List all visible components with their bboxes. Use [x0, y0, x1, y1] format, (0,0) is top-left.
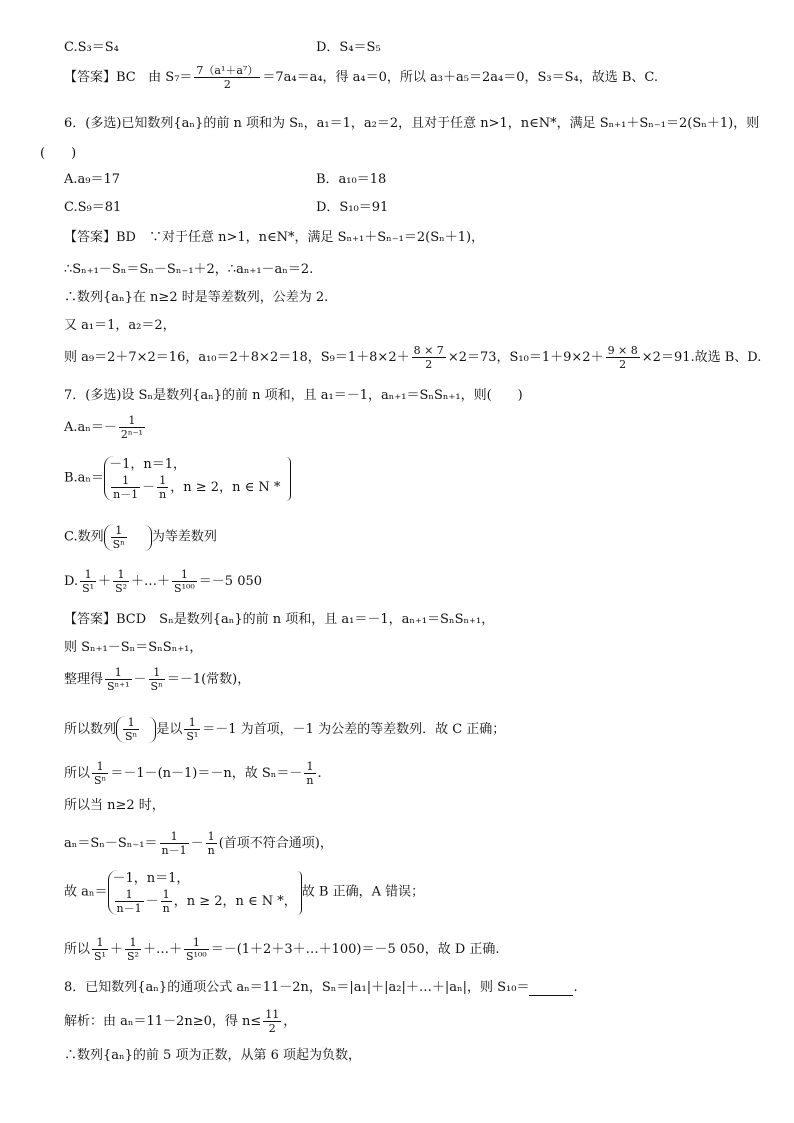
q8-solution-line: 解析：由 aₙ＝11－2n≥0，得 n≤ $\frac{11}{2}$ ，: [64, 1008, 297, 1035]
q7-answer-line: 【答案】BCD Sₙ是数列{aₙ}的前 n 项和，且 a₁＝－1，aₙ₊₁＝SₙSₙ₊₁，: [64, 612, 495, 627]
fraction: $\frac{8 \times 7}{2}$: [413, 344, 444, 371]
q7-answer-line: 所以 $\frac{1}{\text{S¹}}$ ＋ $\frac{1}{\text{S²}}$ ＋…＋ $\frac{1}{\text{S¹⁰⁰}}$ ＝－(1＋2＋3＋…＋100)＝－5 050，故 D 正确.: [64, 936, 500, 963]
q6-option-a: A.a₉＝17: [64, 172, 121, 187]
piecewise-brace: －1，n＝1， $\frac{1}{n-1}$ － $\frac{1}{n}$ ，n ≥ 2，n ∈ N *: [104, 456, 280, 501]
q6-option-c: C.S₉＝81: [64, 200, 122, 215]
fraction: $\frac{1}{\text{Sⁿ}}$: [112, 524, 125, 551]
q7-answer-line: 所以当 n≥2 时，: [64, 798, 165, 813]
fraction: $\frac{9 \times 8}{2}$: [607, 344, 638, 371]
q6-option-d: D．S₁₀＝91: [316, 200, 389, 215]
fraction: $\frac{\text{7（a¹＋a⁷）}}{2}$: [196, 64, 259, 91]
q6-answer-line: 又 a₁＝1，a₂＝2，: [64, 318, 176, 333]
piecewise-brace: －1，n＝1， $\frac{1}{n-1}$ － $\frac{1}{n}$ ，n ≥ 2，n ∈ N *，: [108, 870, 297, 915]
q6-answer-line: 则 a₉＝2＋7×2＝16，a₁₀＝2＋8×2＝18，S₉＝1＋8×2＋ $\frac{8 \times 7}{2}$ ×2＝73，S₁₀＝1＋9×2＋ $\frac{9 \times 8}{2}$ ×2＝91.故选 B、D.: [64, 344, 762, 371]
set-brace: [104, 524, 129, 551]
q7-stem: 7．(多选)设 Sₙ是数列{aₙ}的前 n 项和，且 a₁＝－1，aₙ₊₁＝SₙSₙ₊₁，则( ): [64, 388, 523, 403]
q6-option-b: B．a₁₀＝18: [316, 172, 387, 187]
q7-answer-line: 则 Sₙ₊₁－Sₙ＝SₙSₙ₊₁，: [64, 640, 203, 655]
q5-option-d: D．S₄＝S₅: [316, 40, 381, 55]
q7-answer-line: 整理得 $\frac{1}{\text{Sⁿ⁺¹}}$ － $\frac{1}{\text{Sⁿ}}$ ＝－1(常数)，: [64, 666, 251, 693]
fraction: $\frac{1}{\text{2ⁿ⁻¹}}$: [120, 414, 143, 441]
q8-stem: 8．已知数列{aₙ}的通项公式 aₙ＝11－2n，Sₙ＝|a₁|＋|a₂|＋…＋|aₙ|，则 S₁₀＝ .: [64, 980, 578, 995]
q7-option-a: A.aₙ＝－ $\frac{1}{\text{2ⁿ⁻¹}}$: [64, 414, 143, 441]
q7-option-c: C.数列 $\frac{1}{\text{Sⁿ}}$ 为等差数列: [64, 524, 217, 551]
fraction: $\frac{1}{n-1}$: [113, 474, 139, 501]
q7-answer-line: 故 aₙ＝ －1，n＝1， $\frac{1}{n-1}$ － $\frac{1}{n}$ ，n ≥ 2，n ∈ N *， 故 B 正确，A 错误；: [64, 871, 425, 915]
q7-option-d: D. $\frac{1}{\text{S¹}}$ ＋ $\frac{1}{\text{S²}}$ ＋…＋ $\frac{1}{\text{S¹⁰⁰}}$ ＝－5 050: [64, 568, 263, 595]
q6-blank-paren: ( ): [40, 146, 77, 161]
q6-answer-line: ∴Sₙ₊₁－Sₙ＝Sₙ－Sₙ₋₁＋2，∴aₙ₊₁－aₙ＝2.: [64, 262, 314, 277]
answer-text: 由 S₇＝: [148, 70, 193, 85]
q5-answer: [64, 64, 658, 91]
q7-option-b: B.aₙ＝ －1，n＝1， $\frac{1}{n-1}$ － $\frac{1}{n}$ ，n ≥ 2，n ∈ N *: [64, 456, 291, 501]
q7-answer-line: 所以 $\frac{1}{\text{Sⁿ}}$ ＝－1－(n－1)＝－n，故 Sₙ＝－ $\frac{1}{n}$ .: [64, 760, 322, 787]
answer-text: ＝7a₄＝a₄，得 a₄＝0，所以 a₃＋a₅＝2a₄＝0，S₃＝S₄，故选 B、C.: [262, 70, 658, 85]
q8-solution-line: ∴数列{aₙ}的前 5 项为正数，从第 6 项起为负数，: [64, 1048, 361, 1063]
q6-answer-line: 【答案】BD ∵对于任意 n>1，n∈N*，满足 Sₙ₊₁＋Sₙ₋₁＝2(Sₙ＋1)，: [64, 230, 485, 245]
answer-blank: [529, 983, 573, 996]
q6-stem: 6．(多选)已知数列{aₙ}的前 n 项和为 Sₙ，a₁＝1，a₂＝2，且对于任意 n>1，n∈N*，满足 Sₙ₊₁＋Sₙ₋₁＝2(Sₙ＋1)，则: [64, 116, 760, 131]
q5-option-c: C.S₃＝S₄: [64, 40, 119, 55]
fraction: $\frac{1}{n}$: [159, 474, 167, 501]
answer-tag: 【答案】BC: [64, 70, 136, 85]
q6-answer-line: ∴数列{aₙ}在 n≥2 时是等差数列，公差为 2.: [64, 290, 329, 305]
q7-answer-line: aₙ＝Sₙ－Sₙ₋₁＝ $\frac{1}{n-1}$ － $\frac{1}{n}$ (首项不符合通项)，: [64, 830, 333, 857]
q7-answer-line: 所以数列 $\frac{1}{\text{Sⁿ}}$ 是以 $\frac{1}{\text{S¹}}$ ＝－1 为首项，－1 为公差的等差数列．故 C 正确；: [64, 716, 506, 743]
